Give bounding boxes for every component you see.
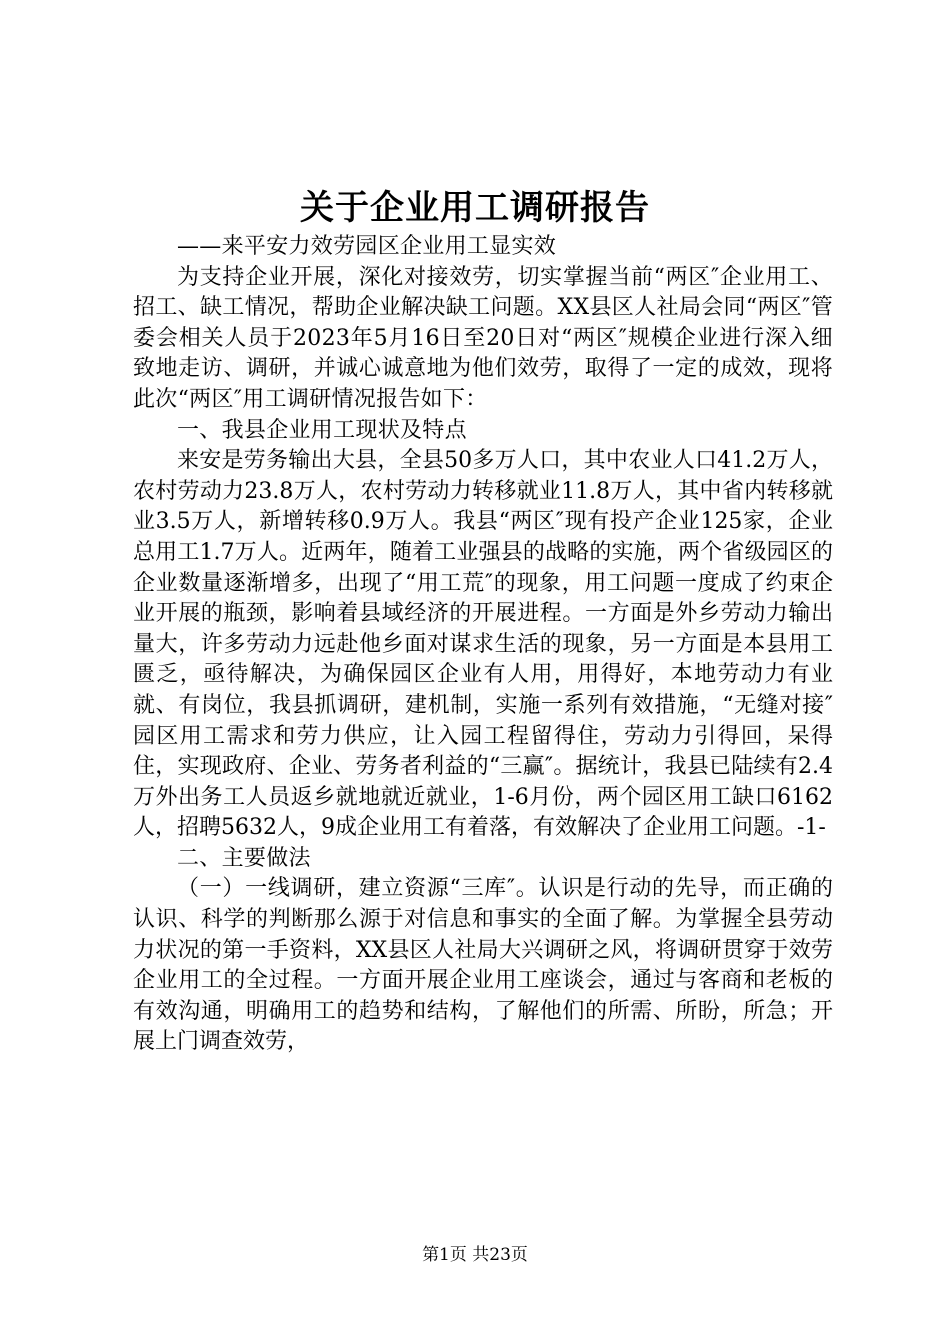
document-title: 关于企业用工调研报告 bbox=[300, 188, 650, 228]
document-body bbox=[133, 232, 833, 1058]
subtitle-paragraph: ——来平安力效劳园区企业用工显实效 bbox=[177, 234, 557, 259]
page-number-footer: 第1页 共23页 bbox=[422, 1245, 528, 1265]
intro-paragraph: 为支持企业开展，深化对接效劳，切实掌握当前“两区″企业用工、招工、缺工情况，帮助企业解决缺工问题。XX县区人社局会同“两区″管委会相关人员于2023年5月16日至20日对“两区″规模企业进行深入细致地走访、调研，并诚心诚意地为他们效劳，取得了一定的成效，现将此次“两区″用工调研情况报告如下： bbox=[133, 264, 833, 412]
section-heading-2: 二、主要做法 bbox=[177, 845, 311, 871]
section-1-paragraph: 来安是劳务输出大县，全县50多万人口，其中农业人口41.2万人，农村劳动力23.8万人，农村劳动力转移就业11.8万人，其中省内转移就业3.5万人，新增转移0.9万人。我县“两区″现有投产企业125家，企业总用工1.7万人。近两年，随着工业强县的战略的实施，两个省级园区的企业数量逐渐增多，出现了“用工荒″的现象，用工问题一度成了约束企业开展的瓶颈，影响着县域经济的开展进程。一方面是外乡劳动力输出量大，许多劳动力远赴他乡面对谋求生活的现象，另一方面是本县用工匮乏，亟待解决，为确保园区企业有人用，用得好，本地劳动力有业就、有岗位，我县抓调研，建机制，实施一系列有效措施，“无缝对接″园区用工需求和劳力供应，让入园工程留得住，劳动力引得回，呆得住，实现政府、企业、劳务者利益的“三赢″。据统计，我县已陆续有2.4万外出务工人员返乡就地就近就业，1-6月份，两个园区用工缺口6162人，招聘5632人，9成企业用工有着落，有效解决了企业用工问题。-1- bbox=[133, 448, 833, 841]
section-2-paragraph: （一）一线调研，建立资源“三库″。认识是行动的先导，而正确的认识、科学的判断那么源于对信息和事实的全面了解。为掌握全县劳动力状况的第一手资料，XX县区人社局大兴调研之风，将调研贯穿于效劳企业用工的全过程。一方面开展企业用工座谈会，通过与客商和老板的有效沟通，明确用工的趋势和结构，了解他们的所需、所盼，所急；开展上门调查效劳， bbox=[133, 876, 833, 1055]
section-heading-1: 一、我县企业用工现状及特点 bbox=[177, 417, 467, 443]
